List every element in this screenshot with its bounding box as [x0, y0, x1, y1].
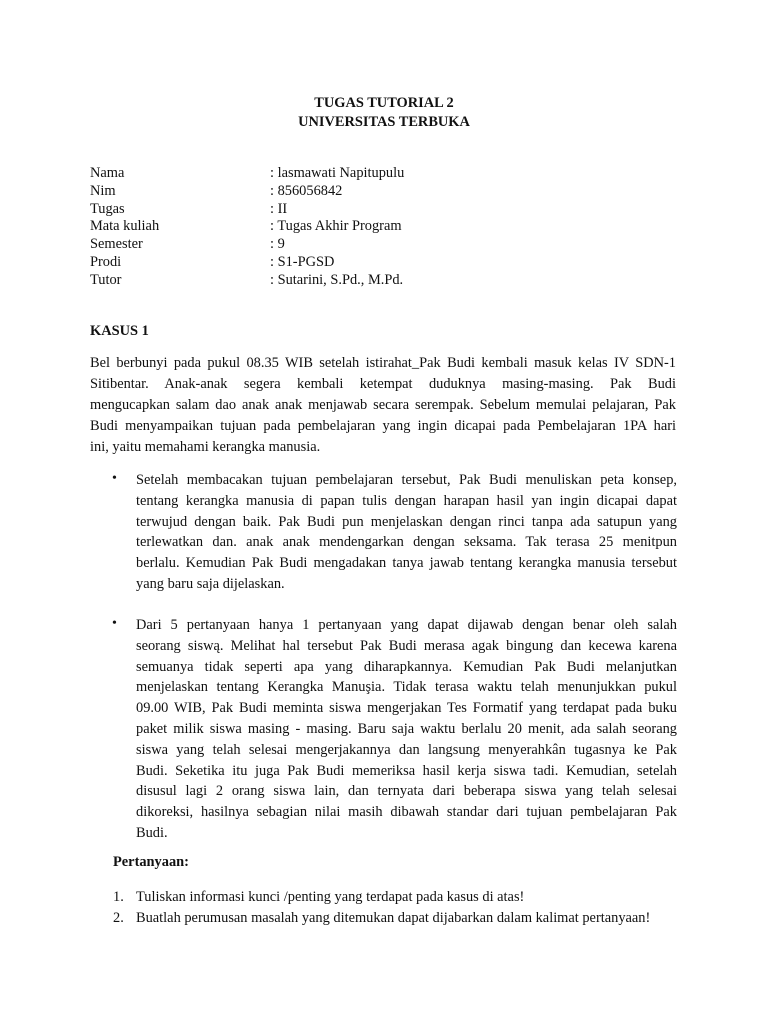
question-text: Buatlah perumusan masalah yang ditemukan dapat dijabarkan dalam kalimat pertanyaan!: [136, 910, 651, 926]
identity-row-mata-kuliah: [90, 218, 404, 236]
paragraph-line: terlewatkan dan. anak anak mendengarkan dengan seksama. Tak terasa 25 menitpun: [136, 534, 677, 551]
identity-table: [90, 165, 404, 290]
identity-value: : Tugas Akhir Program: [270, 218, 402, 235]
identity-row-semester: [90, 236, 404, 254]
identity-value: : lasmawati Napitupulu: [270, 165, 405, 181]
paragraph-line: Dari 5 pertanyaan hanya 1 pertanyaan yang dapat dijawab dengan benar oleh salah: [136, 617, 677, 633]
header-title: TUGAS TUTORIAL 2: [314, 95, 454, 111]
paragraph-line: Budi menyampaikan tujuan pada pembelajaran yang ingin dicapai pada Pembelajaran 1PA hari: [90, 418, 676, 434]
identity-value: : Sutarini, S.Pd., M.Pd.: [270, 271, 404, 288]
paragraph-line: siswa yang telah selesai mengerjakannya dan langsung menyerahkân tugasnya ke Pak: [136, 741, 677, 758]
identity-value: : 9: [270, 236, 285, 253]
paragraph-line: tentang kerangka manusia di papan tulis dengan harapan hasil yan ingin dicapai dapat: [136, 492, 677, 509]
identity-row-prodi: [90, 254, 404, 272]
paragraph-line: Sitibentar. Anak-anak segera kembali ketempat duduknya masing-masing. Pak Budi: [90, 376, 676, 392]
identity-row-tugas: [90, 201, 404, 219]
identity-label: Mata kuliah: [90, 218, 160, 235]
case-title: KASUS 1: [90, 323, 149, 339]
bullet-marker: •: [112, 471, 117, 486]
paragraph-line: Setelah membacakan tujuan pembelajaran tersebut, Pak Budi menuliskan peta konsep,: [136, 472, 677, 488]
question-number: 1.: [113, 889, 124, 905]
identity-label: Nim: [90, 182, 116, 199]
question-number: 2.: [113, 910, 124, 926]
paragraph-line: yang baru saja dijelaskan.: [136, 575, 285, 592]
bullet-paragraph-2: [136, 615, 677, 844]
paragraph-line: dikoreksi, hasilnya sebagian nilai masih dibawah standar dari tujuan pembelajaran Pak: [136, 804, 677, 821]
paragraph-line: seorang siswą. Melihat hal tersebut Pak Budi merasa agak bingung dan kecewa karena: [136, 637, 677, 654]
identity-label: Tugas: [90, 200, 125, 217]
identity-row-tutor: [90, 272, 404, 290]
question-item: [113, 887, 650, 908]
identity-row-nim: [90, 183, 404, 201]
question-text: Tuliskan informasi kunci /penting yang terdapat pada kasus di atas!: [136, 889, 525, 905]
identity-value: : 856056842: [270, 182, 343, 199]
paragraph-line: 09.00 WIB, Pak Budi meminta siswa mengerjakan Tes Formatif yang terdapat pada buku: [136, 700, 677, 717]
paragraph-line: Bel berbunyi pada pukul 08.35 WIB setelah istirahat_Pak Budi kembali masuk kelas IV SDN-1: [90, 355, 676, 371]
paragraph-line: paket milik siswa masing - masing. Baru saja waktu berlalu 20 menit, ada salah seorang: [136, 720, 677, 737]
paragraph-line: semuanya tidak seperti apa yang diharapkannya. Kemudian Pak Budi melanjutkan: [136, 658, 677, 675]
header-university: UNIVERSITAS TERBUKA: [298, 114, 470, 130]
identity-value: : II: [270, 200, 288, 217]
document-header: [0, 94, 768, 132]
paragraph-line: menjelaskan tentang Kerangka Manuşia. Tidak terasa waktu telah menunjukkan pukul: [136, 679, 677, 696]
paragraph-line: Budi.: [136, 824, 168, 841]
identity-label: Nama: [90, 165, 125, 181]
case-intro-paragraph: [90, 353, 676, 458]
paragraph-line: mengucapkan salam dao anak anak menjawab secara serempak. Sebelum memulai pelajaran, Pak: [90, 397, 676, 413]
questions-list: [113, 887, 650, 929]
questions-title: Pertanyaan:: [113, 854, 189, 870]
paragraph-line: ini, yaitu memahami kerangka manusia.: [90, 439, 321, 455]
identity-row-nama: [90, 165, 404, 183]
identity-label: Tutor: [90, 271, 122, 288]
identity-label: Semester: [90, 236, 143, 253]
paragraph-line: Budi. Seketika itu juga Pak Budi memeriksa hasil kerja siswa tadi. Kemudian, setelah: [136, 762, 677, 779]
paragraph-line: terwujud dengan baik. Pak Budi pun menjelaskan dengan rinci tanpa ada satupun yang: [136, 513, 677, 530]
question-item: [113, 908, 650, 929]
identity-value: : S1-PGSD: [270, 253, 335, 270]
bullet-paragraph-1: [136, 470, 677, 595]
identity-label: Prodi: [90, 253, 122, 270]
bullet-marker: •: [112, 616, 117, 631]
paragraph-line: disusul lagi 2 orang siswa lain, dan ternyata dari beberapa siswa yang telah selesai: [136, 783, 677, 800]
paragraph-line: berlalu. Kemudian Pak Budi mengadakan tanya jawab tentang kerangka manusia tersebut: [136, 555, 677, 572]
